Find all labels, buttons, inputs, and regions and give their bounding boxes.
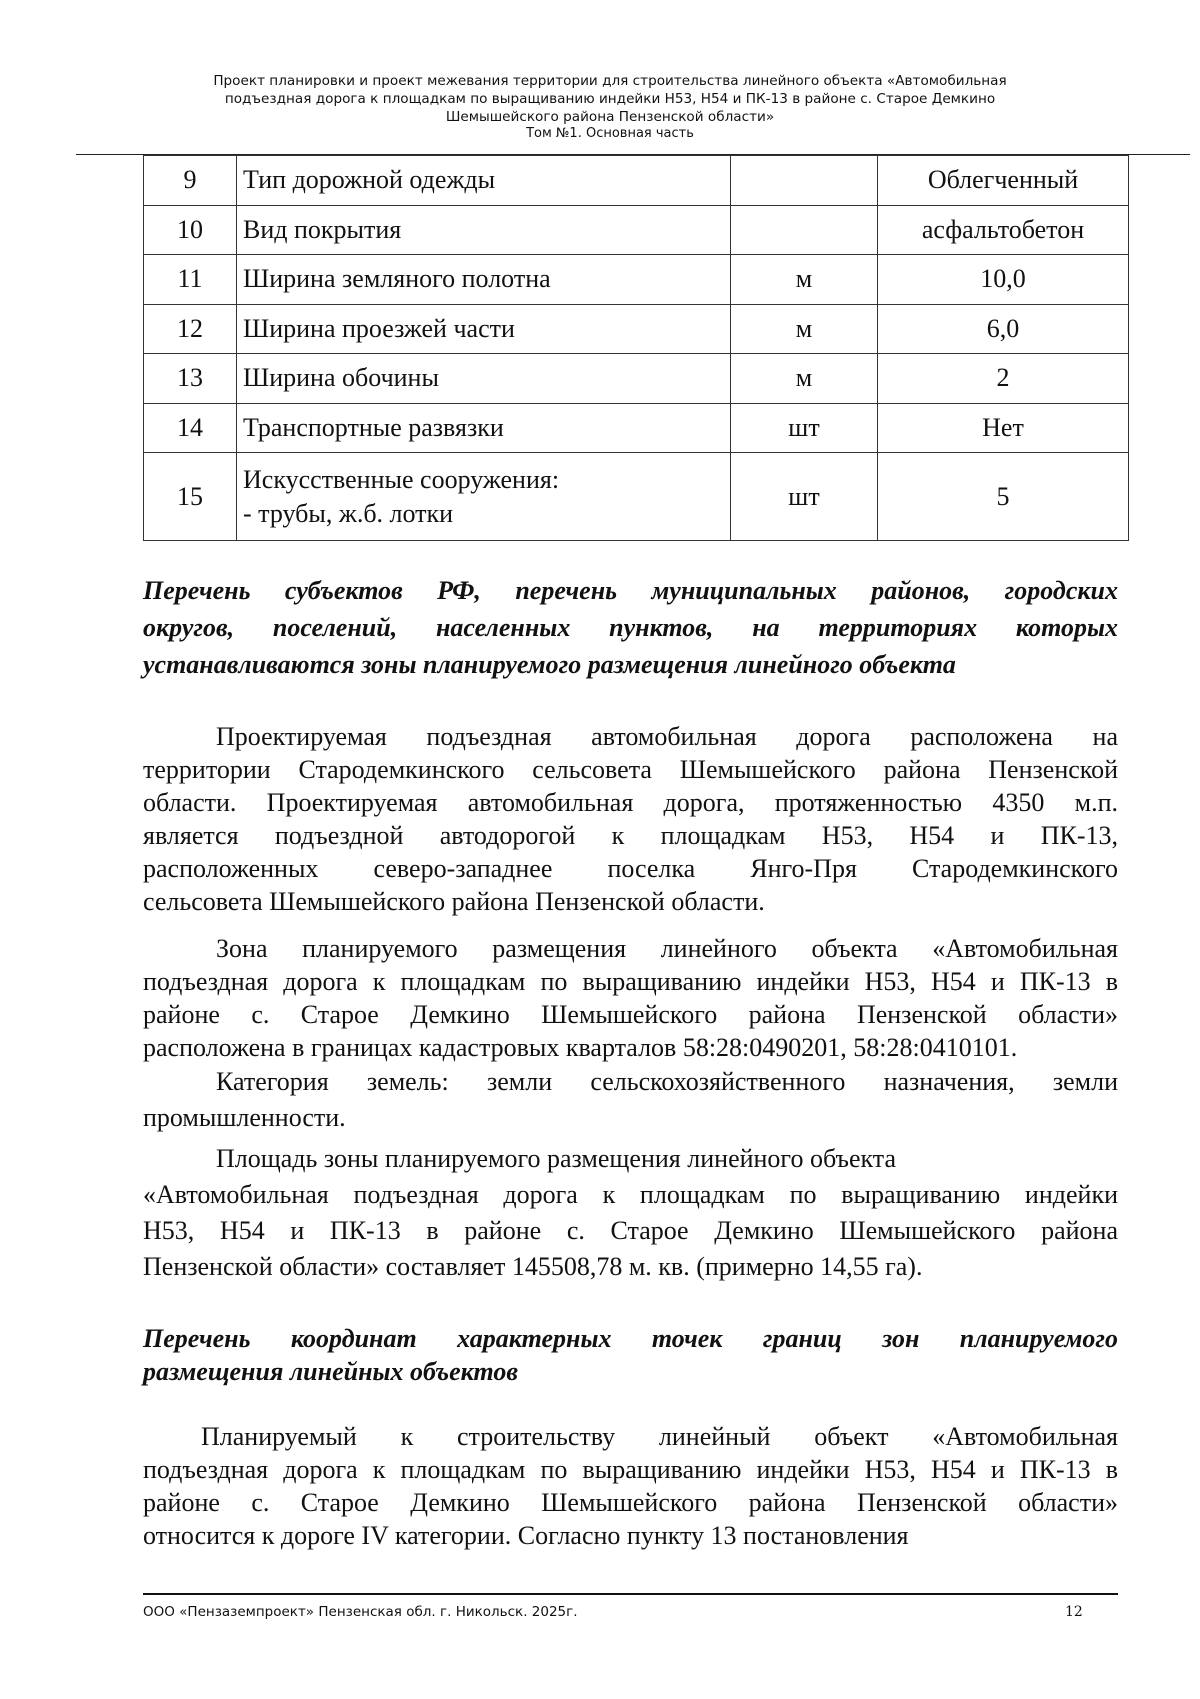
text-line: «Автомобильная подъездная дорога к площадкам по выращиванию индейки [143, 1180, 1118, 1209]
row-value: Облегченный [878, 156, 1129, 206]
row-number: 12 [144, 304, 237, 354]
section-heading-coordinates [143, 1322, 1118, 1388]
row-unit [731, 205, 878, 255]
heading-line: округов, поселений, населенных пунктов, на территориях которых [143, 613, 1118, 642]
footer-divider [143, 1593, 1118, 1595]
table-row [144, 354, 1129, 404]
page-header [150, 72, 1070, 142]
table-row [144, 156, 1129, 206]
text-line: территории Стародемкинского сельсовета Шемышейского района Пензенской [143, 755, 1118, 784]
text-line: районе с. Старое Демкино Шемышейского района Пензенской области» [143, 1488, 1118, 1517]
row-unit: шт [731, 453, 878, 541]
table-row [144, 205, 1129, 255]
text-line: Н53, Н54 и ПК-13 в районе с. Старое Демкино Шемышейского района [143, 1216, 1118, 1245]
table-row [144, 403, 1129, 453]
paragraph-zone-area [143, 1141, 1118, 1285]
row-value: 5 [878, 453, 1129, 541]
text-line: является подъездной автодорогой к площадкам Н53, Н54 и ПК-13, [143, 821, 1118, 850]
text-line: промышленности. [143, 1103, 346, 1132]
row-name: Вид покрытия [237, 205, 731, 255]
row-name: Транспортные развязки [237, 403, 731, 453]
header-volume: Том №1. Основная часть [526, 126, 694, 141]
row-unit [731, 156, 878, 206]
heading-line: размещения линейных объектов [143, 1357, 518, 1386]
text-line: сельсовета Шемышейского района Пензенской области. [143, 887, 765, 916]
row-number: 15 [144, 453, 237, 541]
paragraph-land-category [143, 1064, 1118, 1136]
text-line: Зона планируемого размещения линейного объекта «Автомобильная [216, 934, 1118, 963]
row-name: Ширина обочины [237, 354, 731, 404]
row-name: Ширина проезжей части [237, 304, 731, 354]
text-line: Категория земель: земли сельскохозяйственного назначения, земли [216, 1067, 1118, 1096]
row-number: 14 [144, 403, 237, 453]
row-value: 2 [878, 354, 1129, 404]
row-number: 13 [144, 354, 237, 404]
header-line-1: Проект планировки и проект межевания территории для строительства линейного объекта «Автомобильная [213, 73, 1007, 89]
footer-organization: ООО «Пензаземпроект» Пензенская обл. г. Никольск. 2025г. [143, 1604, 578, 1620]
text-line: относится к дороге IV категории. Согласно пункту 13 постановления [143, 1521, 909, 1550]
heading-line: Перечень координат характерных точек границ зон планируемого [143, 1324, 1118, 1353]
text-line: расположенных северо-западнее поселка Янго-Пря Стародемкинского [143, 854, 1118, 883]
text-line: Проектируемая подъездная автомобильная дорога расположена на [216, 722, 1118, 751]
text-line: подъездная дорога к площадкам по выращиванию индейки Н53, Н54 и ПК-13 в [143, 1455, 1118, 1484]
row-unit: м [731, 255, 878, 305]
header-line-3: Шемышейского района Пензенской области» [445, 109, 775, 125]
row-value: 10,0 [878, 255, 1129, 305]
paragraph-road-category [143, 1420, 1118, 1552]
text-line: Пензенской области» составляет 145508,78 м. кв. (примерно 14,55 га). [143, 1252, 923, 1281]
paragraph-zone-location [143, 932, 1118, 1064]
row-unit: м [731, 304, 878, 354]
table-row [144, 255, 1129, 305]
row-value: 6,0 [878, 304, 1129, 354]
text-line: Планируемый к строительству линейный объект «Автомобильная [201, 1422, 1118, 1451]
row-name-line-2: - трубы, ж.б. лотки [243, 498, 454, 528]
heading-line: Перечень субъектов РФ, перечень муниципальных районов, городских [143, 576, 1118, 605]
section-heading-subjects [143, 572, 1118, 683]
row-unit: шт [731, 403, 878, 453]
text-line: Площадь зоны планируемого размещения линейного объекта [216, 1144, 897, 1173]
text-line: подъездная дорога к площадкам по выращиванию индейки Н53, Н54 и ПК-13 в [143, 967, 1118, 996]
table-row [144, 453, 1129, 541]
text-line: области. Проектируемая автомобильная дорога, протяженностью 4350 м.п. [143, 788, 1118, 817]
row-value: асфальтобетон [878, 205, 1129, 255]
table-row [144, 304, 1129, 354]
text-line: районе с. Старое Демкино Шемышейского района Пензенской области» [143, 1000, 1118, 1029]
row-name [237, 453, 731, 541]
row-number: 11 [144, 255, 237, 305]
row-name: Ширина земляного полотна [237, 255, 731, 305]
row-number: 10 [144, 205, 237, 255]
row-name: Тип дорожной одежды [237, 156, 731, 206]
row-number: 9 [144, 156, 237, 206]
paragraph-road-location [143, 720, 1118, 918]
row-value: Нет [878, 403, 1129, 453]
parameters-table [143, 155, 1129, 541]
heading-line: устанавливаются зоны планируемого размещения линейного объекта [143, 650, 956, 679]
row-unit: м [731, 354, 878, 404]
page-number: 12 [1065, 1604, 1083, 1620]
header-line-2: подъездная дорога к площадкам по выращиванию индейки Н53, Н54 и ПК-13 в районе с. Старое Демкино [224, 91, 996, 107]
row-name-line-1: Искусственные сооружения: [243, 464, 560, 494]
text-line: расположена в границах кадастровых кварталов 58:28:0490201, 58:28:0410101. [143, 1033, 1018, 1062]
